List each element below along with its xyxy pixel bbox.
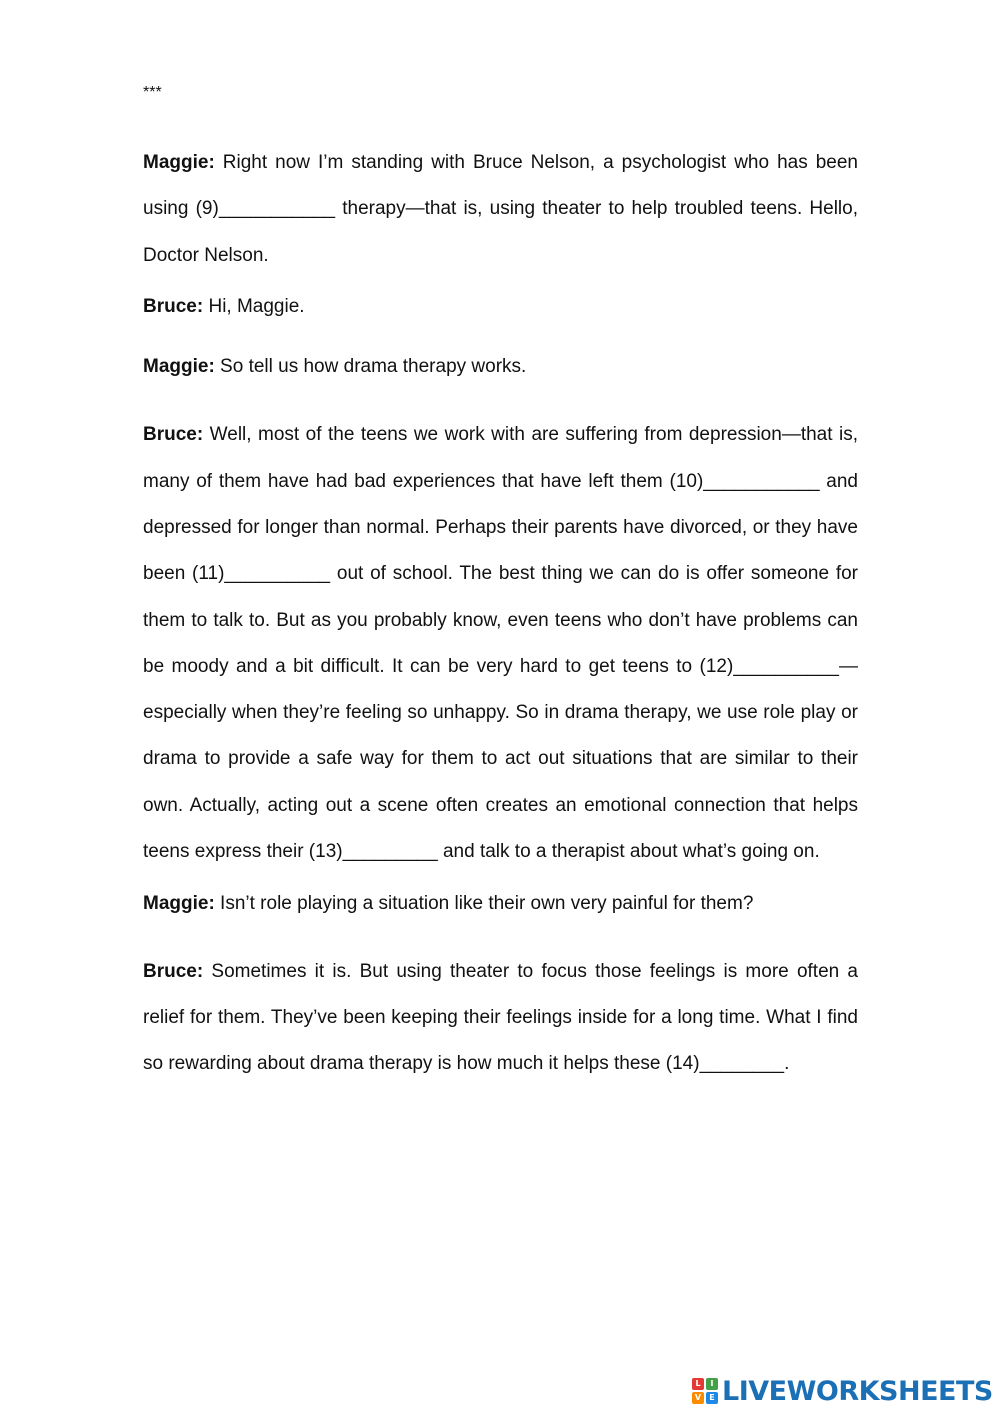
dialogue-line-bruce-1 xyxy=(143,292,858,322)
dialogue-line-bruce-3 xyxy=(143,949,858,1088)
logo-letter-v: V xyxy=(692,1392,704,1404)
worksheet-page xyxy=(143,78,858,1101)
dialogue-line-maggie-2 xyxy=(143,352,858,382)
speaker-name: Bruce: xyxy=(143,960,204,982)
speaker-name: Bruce: xyxy=(143,296,204,318)
speaker-name: Maggie: xyxy=(143,892,215,914)
dialogue-text: So tell us how drama therapy works. xyxy=(214,356,527,378)
dialogue-text: Isn’t role playing a situation like their own very painful for them? xyxy=(214,892,754,914)
dialogue-text: Well, most of the teens we work with are suffering from depression—that is, many of them have had bad experiences that have left them (10)___________ and depressed for longer than normal. Perhaps their parents have divorced, or they have been (11)__________ out of school. The best thing we can do is offer someone for them to talk to. But as you probably know, even teens who don’t have problems can be moody and a bit difficult. It can be very hard to get teens to (12)__________—especially when they’re feeling so unhappy. So in drama therapy, we use role play or drama to provide a safe way for them to act out situations that are similar to their own. Actually, acting out a scene often creates an emotional connection that helps teens express their (13)_________ and talk to a therapist about what’s going on. xyxy=(143,424,858,863)
dialogue-text: Sometimes it is. But using theater to focus those feelings is more often a relief for them. They’ve been keeping their feelings inside for a long time. What I find so rewarding about drama therapy is how much it helps these (14)________. xyxy=(143,960,858,1075)
logo-text: LIVEWORKSHEETS xyxy=(722,1375,993,1407)
speaker-name: Maggie: xyxy=(143,152,215,173)
logo-letter-i: I xyxy=(706,1378,718,1390)
speaker-name: Bruce: xyxy=(143,424,204,446)
section-separator: *** xyxy=(143,84,162,101)
logo-icon xyxy=(692,1378,718,1404)
dialogue-text: Right now I’m standing with Bruce Nelson, a psychologist who has been using (9)___________ therapy—that is, using theater to help troubled teens. Hello, Doctor Nelson. xyxy=(143,152,858,266)
dialogue-line-bruce-2 xyxy=(143,412,858,875)
logo-letter-e: E xyxy=(706,1392,718,1404)
liveworksheets-logo xyxy=(692,1374,993,1408)
logo-letter-l: L xyxy=(692,1378,704,1390)
dialogue-text: Hi, Maggie. xyxy=(203,296,305,318)
dialogue-line-maggie-3 xyxy=(143,889,858,919)
dialogue-line-maggie-1 xyxy=(143,140,858,279)
speaker-name: Maggie: xyxy=(143,356,215,378)
